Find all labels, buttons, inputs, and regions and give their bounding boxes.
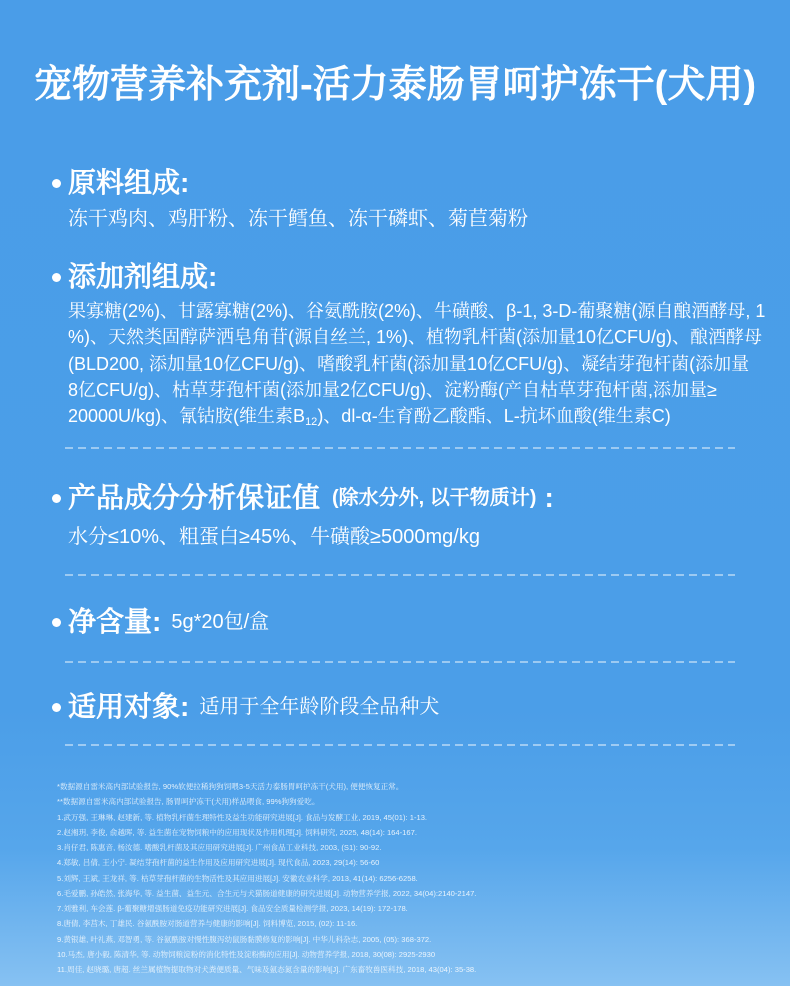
additives-heading-row xyxy=(52,259,217,295)
analysis-heading-row xyxy=(52,480,554,516)
target-heading: 适用对象: xyxy=(68,691,190,722)
bullet-dot-icon xyxy=(52,179,61,188)
bullet-dot-icon xyxy=(52,494,61,503)
footnotes-and-references xyxy=(57,779,476,977)
additives-line-text: )、dl-α-生育酚乙酸酯、L-抗坏血酸(维生素C) xyxy=(317,406,671,426)
reference-item: 1.武万强, 王琳琳, 赵建新, 等. 植物乳杆菌生理特性及益生功能研究进展[J]. 食品与发酵工业, 2019, 45(01): 1-13. xyxy=(57,812,428,822)
vitamin-b12-subscript: 12 xyxy=(305,416,318,428)
target-row xyxy=(52,689,439,725)
net-content-heading: 净含量: xyxy=(68,606,162,637)
additives-line-text: 20000U/kg)、氰钴胺(维生素B xyxy=(68,406,306,426)
reference-item: 3.肖仔君, 陈惠音, 杨汝德. 嗜酸乳杆菌及其应用研究进展[J]. 广州食品工业科技, 2003, (S1): 90-92. xyxy=(57,843,382,852)
additives-line: %)、天然类固醇萨洒皂角苷(源自丝兰, 1%)、植物乳杆菌(添加量10亿CFU/g)、酿酒酵母 xyxy=(68,327,763,348)
analysis-heading: 产品成分分析保证值 xyxy=(68,482,321,513)
dashed-divider xyxy=(65,744,735,746)
ingredients-body: 冻干鸡肉、鸡肝粉、冻干鳕鱼、冻干磷虾、菊苣菊粉 xyxy=(68,208,528,230)
additives-body xyxy=(68,298,765,429)
reference-item: 5.刘辉, 王斌, 王龙祥, 等. 枯草芽孢杆菌的生物活性及其应用进展[J]. 安徽农业科学, 2013, 41(14): 6256-6258. xyxy=(57,873,418,883)
analysis-body: 水分≤10%、粗蛋白≥45%、牛磺酸≥5000mg/kg xyxy=(68,526,480,548)
additives-heading: 添加剂组成: xyxy=(68,261,218,292)
dashed-divider xyxy=(65,661,735,663)
analysis-heading-note: (除水分外, 以干物质计) xyxy=(332,487,537,509)
reference-item: 11.周佳, 赵晓璐, 唐超. 丝兰属植物提取物对犬粪便质量、气味及氨态氮含量的影响[J]. 广东畜牧兽医科技, 2018, 43(04): 35-38. xyxy=(57,965,477,974)
additives-line: 8亿CFU/g)、枯草芽孢杆菌(添加量2亿CFU/g)、淀粉酶(产自枯草芽孢杆菌,添加量≥ xyxy=(68,379,717,400)
additives-line xyxy=(68,403,765,429)
reference-item: 9.黄银雄, 叶礼燕, 邓智勇, 等. 谷氨酰胺对慢性腹泻幼鼠肠黏膜修复的影响[J]. 中华儿科杂志, 2005, (05): 368-372. xyxy=(57,934,432,944)
page-title: 宠物营养补充剂-活力泰肠胃呵护冻干(犬用) xyxy=(34,64,756,106)
reference-item: 8.唐倩, 李莒木, 丁雄民. 谷氨酰胺对肠道营养与健康的影响[J]. 饲料博览, 2015, (02): 11-16. xyxy=(57,919,358,929)
analysis-heading-colon: : xyxy=(544,482,554,513)
additives-line: 果寡糖(2%)、甘露寡糖(2%)、谷氨酰胺(2%)、牛磺酸、β-1, 3-D-葡聚糖(源自酿酒酵母, 1 xyxy=(68,301,766,321)
reference-item: 10.马杰, 唐小毅, 陈清华, 等. 动物饲粮淀粉的消化特性及淀粉酶的应用[J]. 动物营养学报, 2018, 30(08): 2925-2930 xyxy=(57,949,436,959)
reference-item: 6.毛爱鹏, 孙皓然, 张海华, 等. 益生菌、益生元、合生元与犬猫肠道健康的研究进展[J]. 动物营养学报, 2022, 34(04):2140-2147. xyxy=(57,888,477,898)
reference-item: 4.郑敏, 吕倩, 王小宁. 凝结芽孢杆菌的益生作用及应用研究进展[J]. 现代食品, 2023, 29(14): 56-60 xyxy=(57,858,380,868)
reference-item: 7.刘雅利, 车会莲. β-葡聚糖增强肠道免疫功能研究进展[J]. 食品安全质量检测学报, 2023, 14(19): 172-178. xyxy=(57,904,408,913)
bullet-dot-icon xyxy=(52,618,61,627)
dashed-divider xyxy=(65,447,735,449)
bullet-dot-icon xyxy=(52,273,61,282)
reference-item: 2.赵湘玥, 李俊, 俞越晖, 等. 益生菌在宠物饲粮中的应用现状及作用机理[J]. 饲料研究, 2025, 48(14): 164-167. xyxy=(57,827,417,837)
ingredients-heading: 原料组成: xyxy=(68,167,190,198)
target-value: 适用于全年龄阶段全品种犬 xyxy=(199,696,440,718)
additives-line: (BLD200, 添加量10亿CFU/g)、嗜酸乳杆菌(添加量10亿CFU/g)、凝结芽孢杆菌(添加量 xyxy=(68,353,750,374)
ingredients-heading-row xyxy=(52,165,189,201)
footnote: *数据源自雷米高内部试验报告, 90%软便拉稀狗狗饲喂3-5天活力泰肠胃呵护冻干(犬用), 便便恢复正常。 xyxy=(57,782,404,791)
net-content-row xyxy=(52,604,269,640)
footnote: **数据源自雷米高内部试验报告, 肠胃呵护冻干(犬用)样品喂食, 99%狗狗爱吃。 xyxy=(57,797,320,807)
dashed-divider xyxy=(65,574,735,576)
net-content-value: 5g*20包/盒 xyxy=(171,611,270,633)
bullet-dot-icon xyxy=(52,703,61,712)
